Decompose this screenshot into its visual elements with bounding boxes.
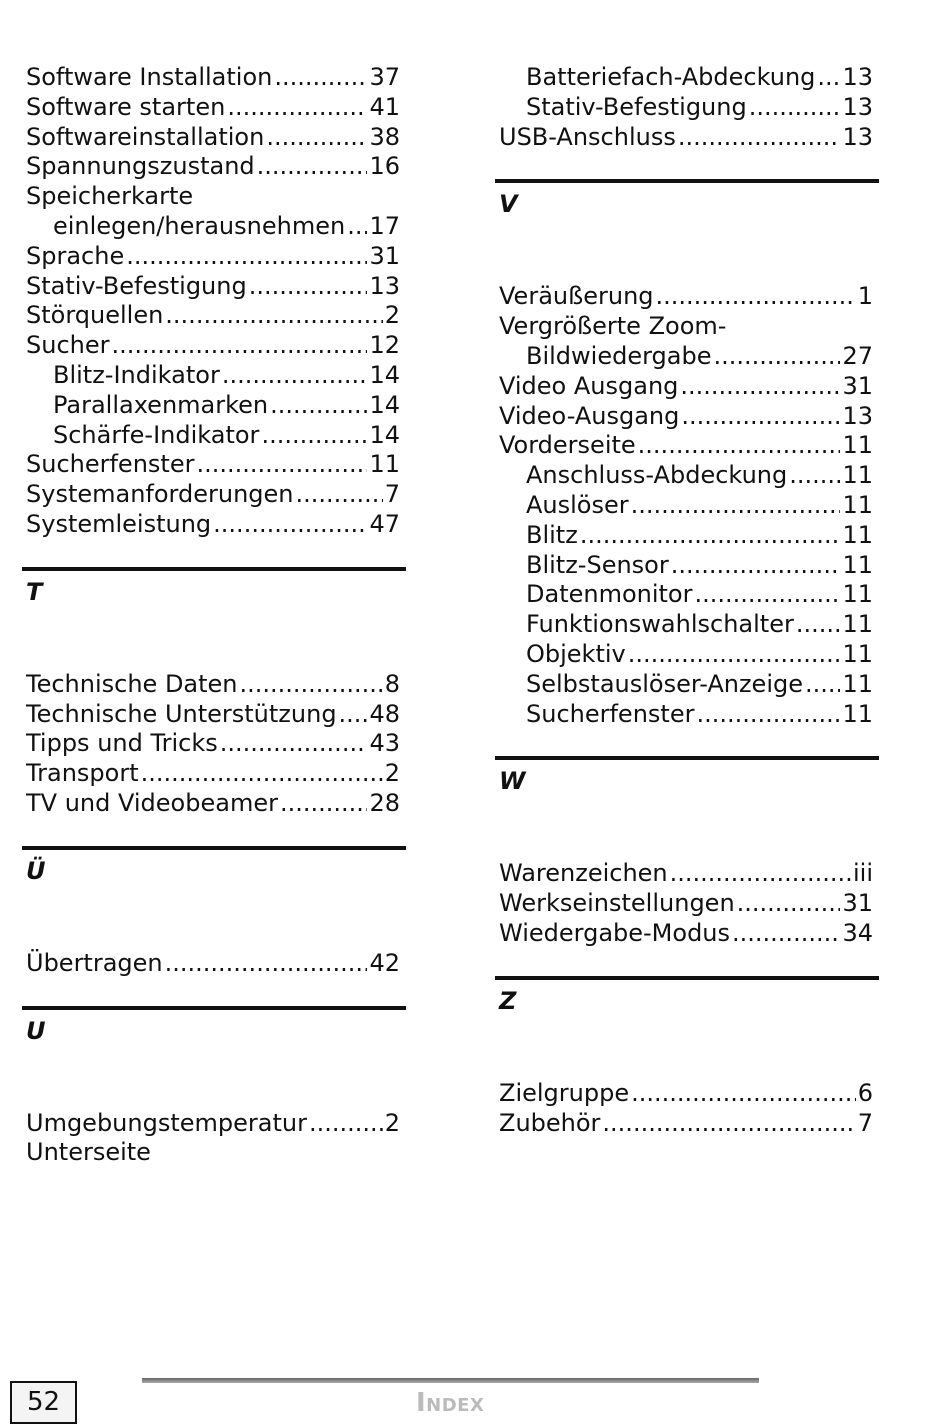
index-subentry xyxy=(499,640,873,670)
index-page-ref: 37 xyxy=(369,63,400,91)
dot-leader xyxy=(274,63,367,93)
section-letter: Z xyxy=(499,986,517,1015)
index-term: Sucherfenster xyxy=(526,699,695,728)
section-divider xyxy=(495,756,879,760)
index-section xyxy=(499,729,873,859)
index-entry xyxy=(26,331,400,361)
dot-leader xyxy=(713,342,840,372)
index-page-ref: 11 xyxy=(842,639,873,668)
section-divider xyxy=(495,976,879,980)
index-page-ref: 7 xyxy=(857,1108,873,1137)
dot-leader xyxy=(222,361,368,391)
section-letter: T xyxy=(26,577,43,606)
index-entry xyxy=(499,312,873,342)
dot-leader xyxy=(270,391,367,421)
dot-leader xyxy=(165,301,382,331)
index-page-ref: 8 xyxy=(384,669,400,698)
dot-leader xyxy=(261,421,367,451)
index-term: Zielgruppe xyxy=(499,1078,630,1107)
index-page-ref: 13 xyxy=(842,401,873,430)
index-entry xyxy=(499,123,873,153)
dot-leader xyxy=(240,670,383,700)
index-subentry xyxy=(26,212,400,242)
index-page-ref: 34 xyxy=(842,918,873,947)
index-term: Übertragen xyxy=(26,948,163,977)
dot-leader xyxy=(165,949,368,979)
index-page-ref: 31 xyxy=(842,889,873,918)
index-entry xyxy=(499,431,873,461)
index-entry xyxy=(26,670,400,700)
index-page-ref: 43 xyxy=(369,729,400,758)
index-term: Unterseite xyxy=(26,1138,151,1167)
index-page-ref: 2 xyxy=(384,301,400,330)
index-page-ref: 47 xyxy=(369,509,400,538)
index-column-right xyxy=(499,63,873,1138)
index-entry xyxy=(26,949,400,979)
index-term: Vorderseite xyxy=(499,431,636,460)
index-subentry xyxy=(499,93,873,123)
index-term: Warenzeichen xyxy=(499,859,668,888)
index-column-left xyxy=(26,63,400,1168)
dot-leader xyxy=(280,789,368,819)
index-term: Software starten xyxy=(26,92,226,121)
index-term: Video-Ausgang xyxy=(499,401,680,430)
index-page-ref: 48 xyxy=(369,699,400,728)
index-page-ref: 11 xyxy=(842,431,873,460)
index-term: Selbstauslöser-Anzeige xyxy=(526,669,803,698)
dot-leader xyxy=(737,889,841,919)
index-subentry xyxy=(499,491,873,521)
dot-leader xyxy=(213,510,367,540)
index-term: Sprache xyxy=(26,241,125,270)
index-entry xyxy=(499,919,873,949)
index-entry xyxy=(26,63,400,93)
index-term: Parallaxenmarken xyxy=(53,390,269,419)
index-entry xyxy=(26,1109,400,1139)
index-entry xyxy=(26,1138,400,1168)
dot-leader xyxy=(749,93,841,123)
index-page-ref: 11 xyxy=(369,450,400,479)
dot-leader xyxy=(220,729,368,759)
index-term: Blitz-Indikator xyxy=(53,360,220,389)
index-term: Anschluss-Abdeckung xyxy=(526,461,788,490)
index-term: Umgebungstemperatur xyxy=(26,1108,307,1137)
index-term: Sucherfenster xyxy=(26,450,195,479)
index-entry xyxy=(26,242,400,272)
index-page-ref: 11 xyxy=(842,669,873,698)
index-page-ref: 16 xyxy=(369,152,400,181)
section-letter: V xyxy=(499,190,518,219)
dot-leader xyxy=(227,93,367,123)
dot-leader xyxy=(656,282,856,312)
dot-leader xyxy=(296,480,383,510)
index-subentry xyxy=(499,63,873,93)
index-term: Stativ-Befestigung xyxy=(26,271,247,300)
dot-leader xyxy=(805,670,840,700)
index-subentry xyxy=(499,461,873,491)
index-page-ref: 13 xyxy=(369,271,400,300)
section-divider xyxy=(22,567,406,571)
index-term: Batteriefach-Abdeckung xyxy=(526,63,816,91)
index-page-ref: 12 xyxy=(369,331,400,360)
index-term: Blitz-Sensor xyxy=(526,550,669,579)
index-term: Datenmonitor xyxy=(526,580,693,609)
index-subentry xyxy=(499,342,873,372)
dot-leader xyxy=(671,551,841,581)
index-page-ref: 41 xyxy=(369,92,400,121)
dot-leader xyxy=(796,610,841,640)
index-entry xyxy=(26,759,400,789)
index-subentry xyxy=(26,391,400,421)
index-term: Technische Unterstützung xyxy=(26,699,337,728)
dot-leader xyxy=(631,1079,856,1109)
dot-leader xyxy=(196,450,367,480)
index-term: Spannungszustand xyxy=(26,152,255,181)
index-entry xyxy=(26,450,400,480)
dot-leader xyxy=(817,63,840,93)
index-page-ref: iii xyxy=(852,859,873,888)
index-term: Blitz xyxy=(526,520,578,549)
index-term: Software Installation xyxy=(26,63,273,91)
index-entry xyxy=(499,402,873,432)
index-page-ref: 14 xyxy=(369,420,400,449)
index-term: Objektiv xyxy=(526,639,626,668)
index-entry xyxy=(499,282,873,312)
index-term: Video Ausgang xyxy=(499,371,679,400)
index-subentry xyxy=(499,610,873,640)
index-term: Softwareinstallation xyxy=(26,122,265,151)
index-subentry xyxy=(26,361,400,391)
index-entry xyxy=(26,700,400,730)
index-entry xyxy=(26,301,400,331)
section-letter: U xyxy=(26,1016,46,1045)
dot-leader xyxy=(141,759,383,789)
index-term: Störquellen xyxy=(26,301,164,330)
index-term: Werkseinstellungen xyxy=(499,889,735,918)
index-entry xyxy=(26,123,400,153)
index-term: Tipps und Tricks xyxy=(26,729,218,758)
index-page-ref: 6 xyxy=(857,1078,873,1107)
dot-leader xyxy=(670,859,851,889)
index-page-ref: 13 xyxy=(842,63,873,91)
index-page-ref: 13 xyxy=(842,92,873,121)
index-page-ref: 42 xyxy=(369,948,400,977)
index-subentry xyxy=(499,580,873,610)
index-entry xyxy=(26,789,400,819)
section-divider xyxy=(22,846,406,850)
index-term: Technische Daten xyxy=(26,669,238,698)
index-page-ref: 11 xyxy=(842,610,873,639)
index-entry xyxy=(26,152,400,182)
index-term: Stativ-Befestigung xyxy=(526,92,747,121)
dot-leader xyxy=(696,700,840,730)
dot-leader xyxy=(680,372,840,402)
index-page-ref: 2 xyxy=(384,1108,400,1137)
index-subentry xyxy=(499,670,873,700)
index-term: einlegen/herausnehmen xyxy=(53,211,346,240)
index-entry xyxy=(26,272,400,302)
index-term: Funktionswahlschalter xyxy=(526,610,794,639)
index-page-ref: 31 xyxy=(842,371,873,400)
index-term: Sucher xyxy=(26,331,110,360)
section-divider xyxy=(495,179,879,183)
dot-leader xyxy=(111,331,367,361)
index-term: Auslöser xyxy=(526,490,629,519)
index-section xyxy=(26,819,400,949)
dot-leader xyxy=(628,640,841,670)
index-entry xyxy=(499,1109,873,1139)
index-subentry xyxy=(499,521,873,551)
index-page-ref: 31 xyxy=(369,241,400,270)
dot-leader xyxy=(309,1109,383,1139)
dot-leader xyxy=(257,152,368,182)
dot-leader xyxy=(789,461,840,491)
index-page-ref: 13 xyxy=(842,122,873,151)
index-entry xyxy=(499,859,873,889)
dot-leader xyxy=(339,700,368,730)
index-section xyxy=(499,152,873,282)
dot-leader xyxy=(638,431,841,461)
dot-leader xyxy=(249,272,368,302)
index-subentry xyxy=(26,421,400,451)
section-divider xyxy=(22,1006,406,1010)
index-entry xyxy=(26,93,400,123)
index-page-ref: 38 xyxy=(369,122,400,151)
index-entry xyxy=(26,182,400,212)
index-page-ref: 28 xyxy=(369,788,400,817)
index-term: Bildwiedergabe xyxy=(526,341,712,370)
index-entry xyxy=(499,372,873,402)
dot-leader xyxy=(732,919,840,949)
index-term: Transport xyxy=(26,759,139,788)
index-page-ref: 11 xyxy=(842,550,873,579)
index-page-ref: 14 xyxy=(369,390,400,419)
index-subentry xyxy=(499,551,873,581)
index-page-ref: 11 xyxy=(842,520,873,549)
index-term: Speicherkarte xyxy=(26,182,194,211)
index-entry xyxy=(26,510,400,540)
index-page-ref: 27 xyxy=(842,341,873,370)
index-page-ref: 2 xyxy=(384,759,400,788)
index-term: Schärfe-Indikator xyxy=(53,420,260,449)
index-term: Systemleistung xyxy=(26,509,212,538)
index-page-ref: 7 xyxy=(384,480,400,509)
index-page-ref: 1 xyxy=(857,282,873,311)
index-section xyxy=(26,979,400,1109)
index-page-ref: 11 xyxy=(842,490,873,519)
dot-leader xyxy=(681,402,840,432)
index-term: Wiedergabe-Modus xyxy=(499,918,731,947)
index-entry xyxy=(26,729,400,759)
index-entry xyxy=(499,1079,873,1109)
dot-leader xyxy=(266,123,367,153)
page-number: 52 xyxy=(10,1381,77,1424)
index-page-ref: 11 xyxy=(842,461,873,490)
dot-leader xyxy=(631,491,841,521)
footer-title: Index xyxy=(416,1388,485,1418)
index-term: TV und Videobeamer xyxy=(26,788,278,817)
dot-leader xyxy=(580,521,841,551)
index-entry xyxy=(499,889,873,919)
index-term: USB-Anschluss xyxy=(499,122,676,151)
dot-leader xyxy=(678,123,841,153)
index-term: Systemanforderungen xyxy=(26,480,294,509)
dot-leader xyxy=(694,580,840,610)
index-page-ref: 17 xyxy=(369,211,400,240)
index-term: Vergrößerte Zoom- xyxy=(499,312,727,341)
index-subentry xyxy=(499,700,873,730)
index-section xyxy=(499,949,873,1079)
dot-leader xyxy=(126,242,367,272)
index-section xyxy=(26,540,400,670)
section-letter: Ü xyxy=(26,856,46,885)
index-term: Veräußerung xyxy=(499,282,654,311)
section-letter: W xyxy=(499,767,526,796)
dot-leader xyxy=(602,1109,855,1139)
index-term: Zubehör xyxy=(499,1108,601,1137)
index-page-ref: 14 xyxy=(369,360,400,389)
index-entry xyxy=(26,480,400,510)
index-page-ref: 11 xyxy=(842,580,873,609)
footer-divider xyxy=(142,1378,759,1383)
dot-leader xyxy=(347,212,367,242)
index-page-ref: 11 xyxy=(842,699,873,728)
